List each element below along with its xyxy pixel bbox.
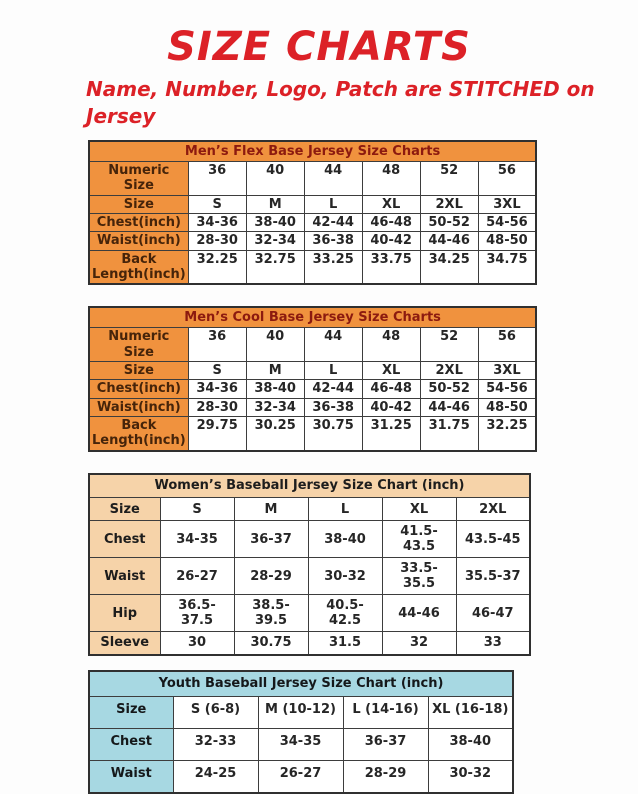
value-cell: 50-52 (420, 213, 478, 231)
table-title-row (89, 671, 513, 697)
row-label: Size (89, 195, 188, 213)
table-row (89, 195, 536, 213)
row-label: Waist(inch) (89, 232, 188, 250)
table-title: Men’s Cool Base Jersey Size Charts (89, 307, 536, 328)
value-cell: 33.75 (362, 250, 420, 284)
value-cell: 34-35 (258, 729, 343, 761)
page-subtitle: Name, Number, Logo, Patch are STITCHED on Jersey (86, 77, 595, 128)
table-row (89, 761, 513, 794)
value-cell: 44 (304, 162, 362, 196)
value-cell: S (188, 361, 246, 379)
table-title-row (89, 307, 536, 328)
value-cell: 42-44 (304, 380, 362, 398)
size-chart-table-womens-baseball (88, 473, 531, 656)
value-cell: S (6-8) (173, 697, 258, 729)
value-cell: 2XL (420, 195, 478, 213)
value-cell: 34.25 (420, 250, 478, 284)
value-cell: 32 (382, 632, 456, 655)
value-cell: 32-34 (246, 232, 304, 250)
row-label: Numeric Size (89, 162, 188, 196)
value-cell: 56 (478, 162, 536, 196)
table-row (89, 632, 530, 655)
value-cell: 3XL (478, 361, 536, 379)
value-cell: 36-38 (304, 232, 362, 250)
value-cell: 26-27 (258, 761, 343, 794)
value-cell: 52 (420, 328, 478, 362)
value-cell: S (188, 195, 246, 213)
value-cell: 33.25 (304, 250, 362, 284)
row-label: Size (89, 498, 160, 521)
value-cell: 34-36 (188, 380, 246, 398)
value-cell: 54-56 (478, 213, 536, 231)
value-cell: 56 (478, 328, 536, 362)
value-cell: 46-47 (456, 595, 530, 632)
table-row (89, 213, 536, 231)
value-cell: 42-44 (304, 213, 362, 231)
value-cell: 32.25 (478, 416, 536, 450)
table-title-row (89, 474, 530, 498)
value-cell: 30-32 (428, 761, 513, 794)
value-cell: 44 (304, 328, 362, 362)
row-label: Waist(inch) (89, 398, 188, 416)
row-label: Sleeve (89, 632, 160, 655)
row-label: Hip (89, 595, 160, 632)
value-cell: 40 (246, 328, 304, 362)
value-cell: M (246, 361, 304, 379)
value-cell: 36-38 (304, 398, 362, 416)
table-row (89, 232, 536, 250)
value-cell: 38-40 (308, 521, 382, 558)
table-row (89, 250, 536, 284)
row-label: Chest(inch) (89, 213, 188, 231)
row-label: Back Length(inch) (89, 250, 188, 284)
value-cell: S (160, 498, 234, 521)
value-cell: 2XL (420, 361, 478, 379)
value-cell: 43.5-45 (456, 521, 530, 558)
table-row (89, 361, 536, 379)
value-cell: 52 (420, 162, 478, 196)
value-cell: 30 (160, 632, 234, 655)
value-cell: 36-37 (234, 521, 308, 558)
value-cell: 48-50 (478, 232, 536, 250)
value-cell: 34-36 (188, 213, 246, 231)
table-title: Men’s Flex Base Jersey Size Charts (89, 141, 536, 162)
value-cell: 54-56 (478, 380, 536, 398)
table-title: Youth Baseball Jersey Size Chart (inch) (89, 671, 513, 697)
value-cell: 28-29 (234, 558, 308, 595)
value-cell: 46-48 (362, 380, 420, 398)
table-row (89, 729, 513, 761)
table-row (89, 521, 530, 558)
table-title: Women’s Baseball Jersey Size Chart (inch) (89, 474, 530, 498)
value-cell: M (10-12) (258, 697, 343, 729)
value-cell: 48 (362, 162, 420, 196)
table-row (89, 380, 536, 398)
value-cell: 44-46 (420, 232, 478, 250)
value-cell: 44-46 (382, 595, 456, 632)
value-cell: 48-50 (478, 398, 536, 416)
value-cell: M (234, 498, 308, 521)
value-cell: 28-29 (343, 761, 428, 794)
value-cell: 28-30 (188, 398, 246, 416)
table-row (89, 595, 530, 632)
row-label: Chest (89, 521, 160, 558)
value-cell: L (304, 361, 362, 379)
value-cell: 36.5-37.5 (160, 595, 234, 632)
value-cell: 28-30 (188, 232, 246, 250)
value-cell: 38-40 (428, 729, 513, 761)
value-cell: 38-40 (246, 213, 304, 231)
value-cell: XL (16-18) (428, 697, 513, 729)
value-cell: 36 (188, 328, 246, 362)
value-cell: 35.5-37 (456, 558, 530, 595)
value-cell: L (14-16) (343, 697, 428, 729)
value-cell: 40 (246, 162, 304, 196)
value-cell: 36-37 (343, 729, 428, 761)
row-label: Size (89, 361, 188, 379)
value-cell: 46-48 (362, 213, 420, 231)
value-cell: 26-27 (160, 558, 234, 595)
table-row (89, 697, 513, 729)
value-cell: 31.5 (308, 632, 382, 655)
size-chart-table-mens-flex-base (88, 140, 537, 285)
value-cell: M (246, 195, 304, 213)
table-row (89, 398, 536, 416)
value-cell: 24-25 (173, 761, 258, 794)
value-cell: 41.5-43.5 (382, 521, 456, 558)
value-cell: L (308, 498, 382, 521)
row-label: Waist (89, 761, 173, 794)
value-cell: 30.75 (234, 632, 308, 655)
row-label: Waist (89, 558, 160, 595)
value-cell: 29.75 (188, 416, 246, 450)
row-label: Size (89, 697, 173, 729)
value-cell: 32.25 (188, 250, 246, 284)
value-cell: 33 (456, 632, 530, 655)
table-row (89, 416, 536, 450)
table-title-row (89, 141, 536, 162)
table-row (89, 558, 530, 595)
table-row (89, 498, 530, 521)
value-cell: 44-46 (420, 398, 478, 416)
value-cell: 30-32 (308, 558, 382, 595)
value-cell: 48 (362, 328, 420, 362)
value-cell: 32.75 (246, 250, 304, 284)
value-cell: 2XL (456, 498, 530, 521)
row-label: Chest (89, 729, 173, 761)
value-cell: 32-33 (173, 729, 258, 761)
value-cell: 31.25 (362, 416, 420, 450)
row-label: Numeric Size (89, 328, 188, 362)
value-cell: XL (362, 361, 420, 379)
row-label: Chest(inch) (89, 380, 188, 398)
value-cell: 34.75 (478, 250, 536, 284)
value-cell: XL (382, 498, 456, 521)
value-cell: 38-40 (246, 380, 304, 398)
value-cell: 40.5-42.5 (308, 595, 382, 632)
value-cell: 31.75 (420, 416, 478, 450)
table-row (89, 162, 536, 196)
value-cell: 50-52 (420, 380, 478, 398)
size-chart-table-mens-cool-base (88, 306, 537, 451)
size-chart-table-youth-baseball (88, 670, 514, 794)
value-cell: 40-42 (362, 398, 420, 416)
value-cell: 32-34 (246, 398, 304, 416)
value-cell: XL (362, 195, 420, 213)
tables-container (0, 140, 638, 794)
page-title: SIZE CHARTS (167, 24, 471, 70)
value-cell: 33.5-35.5 (382, 558, 456, 595)
value-cell: 30.75 (304, 416, 362, 450)
value-cell: L (304, 195, 362, 213)
value-cell: 38.5-39.5 (234, 595, 308, 632)
value-cell: 3XL (478, 195, 536, 213)
value-cell: 36 (188, 162, 246, 196)
row-label: Back Length(inch) (89, 416, 188, 450)
table-row (89, 328, 536, 362)
value-cell: 40-42 (362, 232, 420, 250)
value-cell: 34-35 (160, 521, 234, 558)
value-cell: 30.25 (246, 416, 304, 450)
